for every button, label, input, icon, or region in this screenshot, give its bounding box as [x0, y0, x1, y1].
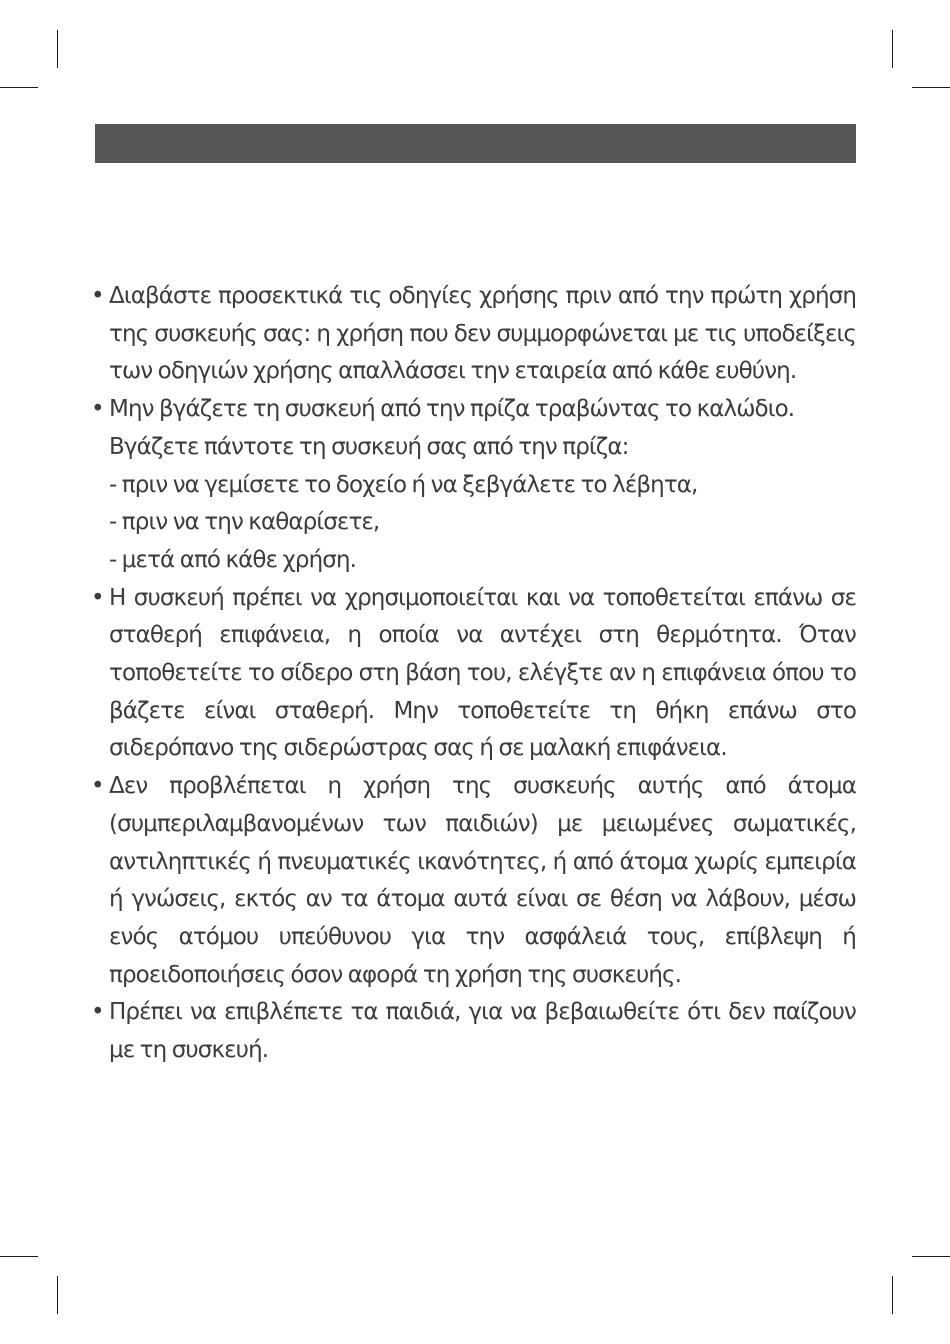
crop-mark-top-right-horizontal: [912, 87, 950, 88]
instruction-subitem: - πριν να γεμίσετε το δοχείο ή να ξεβγάλετε το λέβητα,: [109, 471, 698, 498]
instruction-text: Δεν προβλέπεται η χρήση της συσκευής αυτής από άτομα (συμπεριλαμβανομένων των παιδιών) με μειωμένες σωματικές, αντιληπτικές ή πνευματικές ικανότητες, ή από άτομα χωρίς εμπειρία ή γνώσεις, εκτός αν τα άτομα αυτά είναι σε θέση να λάβουν, μέσω ενός ατόμου υπεύθυνου για την ασφάλειά τους, επίβλεψη ή προειδοποιήσεις όσον αφορά τη χρήση της συσκευής.: [109, 773, 856, 988]
crop-mark-bottom-left-vertical: [57, 1276, 58, 1314]
crop-mark-bottom-right-horizontal: [912, 1256, 950, 1257]
crop-mark-top-right-vertical: [892, 30, 893, 68]
bullet-mark: •: [91, 396, 104, 423]
crop-mark-bottom-right-vertical: [892, 1276, 893, 1314]
crop-mark-top-left-vertical: [57, 30, 58, 68]
crop-mark-bottom-left-horizontal: [0, 1256, 38, 1257]
instruction-text: Μην βγάζετε τη συσκευή από την πρίζα τραβώντας το καλώδιο.: [109, 396, 795, 423]
instruction-item: [88, 278, 856, 391]
bullet-mark: •: [91, 773, 104, 800]
instruction-text: Διαβάστε προσεκτικά τις οδηγίες χρήσης πριν από την πρώτη χρήση της συσκευής σας: η χρήση που δεν συμμορφώνεται με τις υποδείξεις των οδηγιών χρήσης απαλλάσσει την εταιρεία από κάθε ευθύνη.: [109, 283, 856, 385]
instruction-text: Πρέπει να επιβλέπετε τα παιδιά, για να βεβαιωθείτε ότι δεν παίζουν με τη συσκευή.: [109, 999, 856, 1064]
safety-instructions-list: [88, 278, 856, 1070]
instruction-item: [88, 768, 856, 994]
bullet-mark: •: [91, 283, 104, 309]
instruction-item: [88, 391, 856, 429]
instruction-text: Η συσκευή πρέπει να χρησιμοποιείται και να τοποθετείται επάνω σε σταθερή επιφάνεια, η οποία να αντέχει στη θερμότητα. Όταν τοποθετείτε το σίδερο στη βάση του, ελέγξτε αν η επιφάνεια όπου το βάζετε είναι σταθερή. Μην τοποθετείτε τη θήκη επάνω στο σιδερόπανο της σιδερώστρας σας ή σε μαλακή επιφάνεια.: [109, 584, 856, 762]
crop-mark-top-left-horizontal: [0, 87, 38, 88]
instruction-item: [88, 580, 856, 769]
instruction-subitem: - μετά από κάθε χρήση.: [109, 546, 357, 573]
bullet-mark: •: [91, 584, 104, 611]
instruction-subtext: Βγάζετε πάντοτε τη συσκευή σας από την πρίζα:: [109, 433, 629, 460]
instruction-item: [88, 994, 856, 1069]
section-header-bar: [95, 124, 856, 163]
bullet-mark: •: [91, 999, 104, 1026]
instruction-subitem: - πριν να την καθαρίσετε,: [109, 509, 380, 536]
